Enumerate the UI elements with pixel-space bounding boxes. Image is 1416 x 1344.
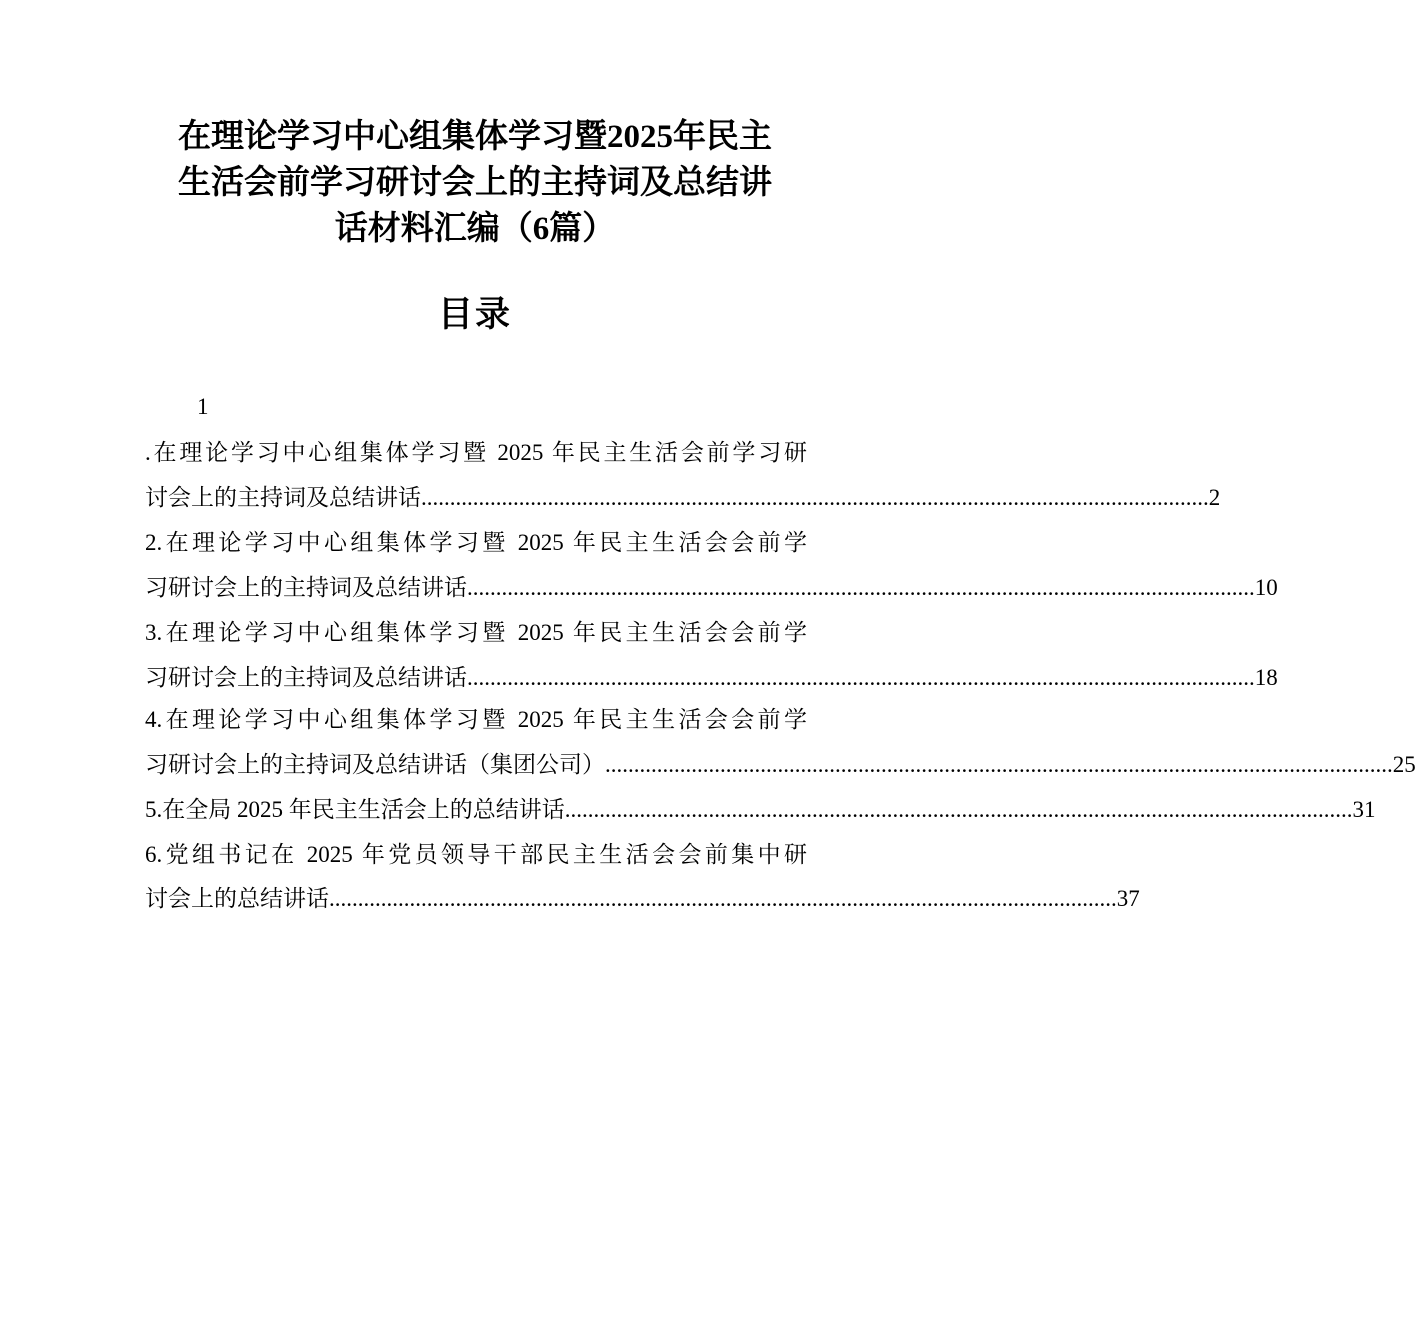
toc-entry-6-text: 讨会上的总结讲话 <box>145 886 329 911</box>
toc-entry-3-leader: ......................................................................................................................................... <box>467 665 1255 690</box>
toc-entry-4-line-2[interactable] <box>145 750 1416 780</box>
toc-entry-1-number: 1 <box>197 394 209 419</box>
toc-entry-5-line-1[interactable] <box>145 795 1376 825</box>
document-title-line-2: 生活会前学习研讨会上的主持词及总结讲 <box>178 165 772 201</box>
toc-entry-2-text: 习研讨会上的主持词及总结讲话 <box>145 575 467 600</box>
toc-entry-4-line-1[interactable]: 4.在理论学习中心组集体学习暨 2025 年民主生活会会前学 <box>145 707 807 732</box>
toc-entry-5-page: 31 <box>1352 797 1376 822</box>
document-title-line-3: 话材料汇编（6篇） <box>334 211 616 247</box>
toc-entry-1-page: 2 <box>1208 485 1221 510</box>
toc-entry-4-leader: ......................................................................................................................................... <box>605 752 1393 777</box>
toc-entry-1-leader: ......................................................................................................................................... <box>421 485 1209 510</box>
toc-entry-3-text: 习研讨会上的主持词及总结讲话 <box>145 665 467 690</box>
toc-entry-4-text: 习研讨会上的主持词及总结讲话（集团公司） <box>145 752 605 777</box>
toc-entry-3-line-1[interactable]: 3.在理论学习中心组集体学习暨 2025 年民主生活会会前学 <box>145 620 807 645</box>
toc-entry-2-line-1[interactable]: 2.在理论学习中心组集体学习暨 2025 年民主生活会会前学 <box>145 530 807 555</box>
toc-entry-6-page: 37 <box>1116 886 1140 911</box>
document-title-line-1: 在理论学习中心组集体学习暨2025年民主 <box>178 119 772 155</box>
document-title <box>140 114 810 252</box>
toc-entry-6-line-2[interactable] <box>145 884 1140 914</box>
toc-entry-1-line-1[interactable]: .在理论学习中心组集体学习暨 2025 年民主生活会前学习研 <box>145 440 807 465</box>
toc-entry-1-text: 讨会上的主持词及总结讲话 <box>145 485 421 510</box>
toc-entry-2-page: 10 <box>1254 575 1278 600</box>
toc-entry-2-leader: ......................................................................................................................................... <box>467 575 1255 600</box>
toc-entry-2-line-2[interactable] <box>145 573 1278 603</box>
toc-entry-4-page: 25 <box>1392 752 1416 777</box>
toc-entry-5-leader: ......................................................................................................................................... <box>564 797 1353 822</box>
toc-entry-6-leader: ......................................................................................................................................... <box>329 886 1117 911</box>
toc-entry-3-line-2[interactable] <box>145 663 1278 693</box>
toc-entry-1-line-2[interactable] <box>145 483 1221 513</box>
toc-heading: 目录 <box>437 295 512 334</box>
toc-entry-3-page: 18 <box>1254 665 1278 690</box>
toc-entry-6-line-1[interactable]: 6.党组书记在 2025 年党员领导干部民主生活会会前集中研 <box>145 842 807 867</box>
toc-entry-5-text: 5.在全局 2025 年民主生活会上的总结讲话 <box>145 797 565 822</box>
